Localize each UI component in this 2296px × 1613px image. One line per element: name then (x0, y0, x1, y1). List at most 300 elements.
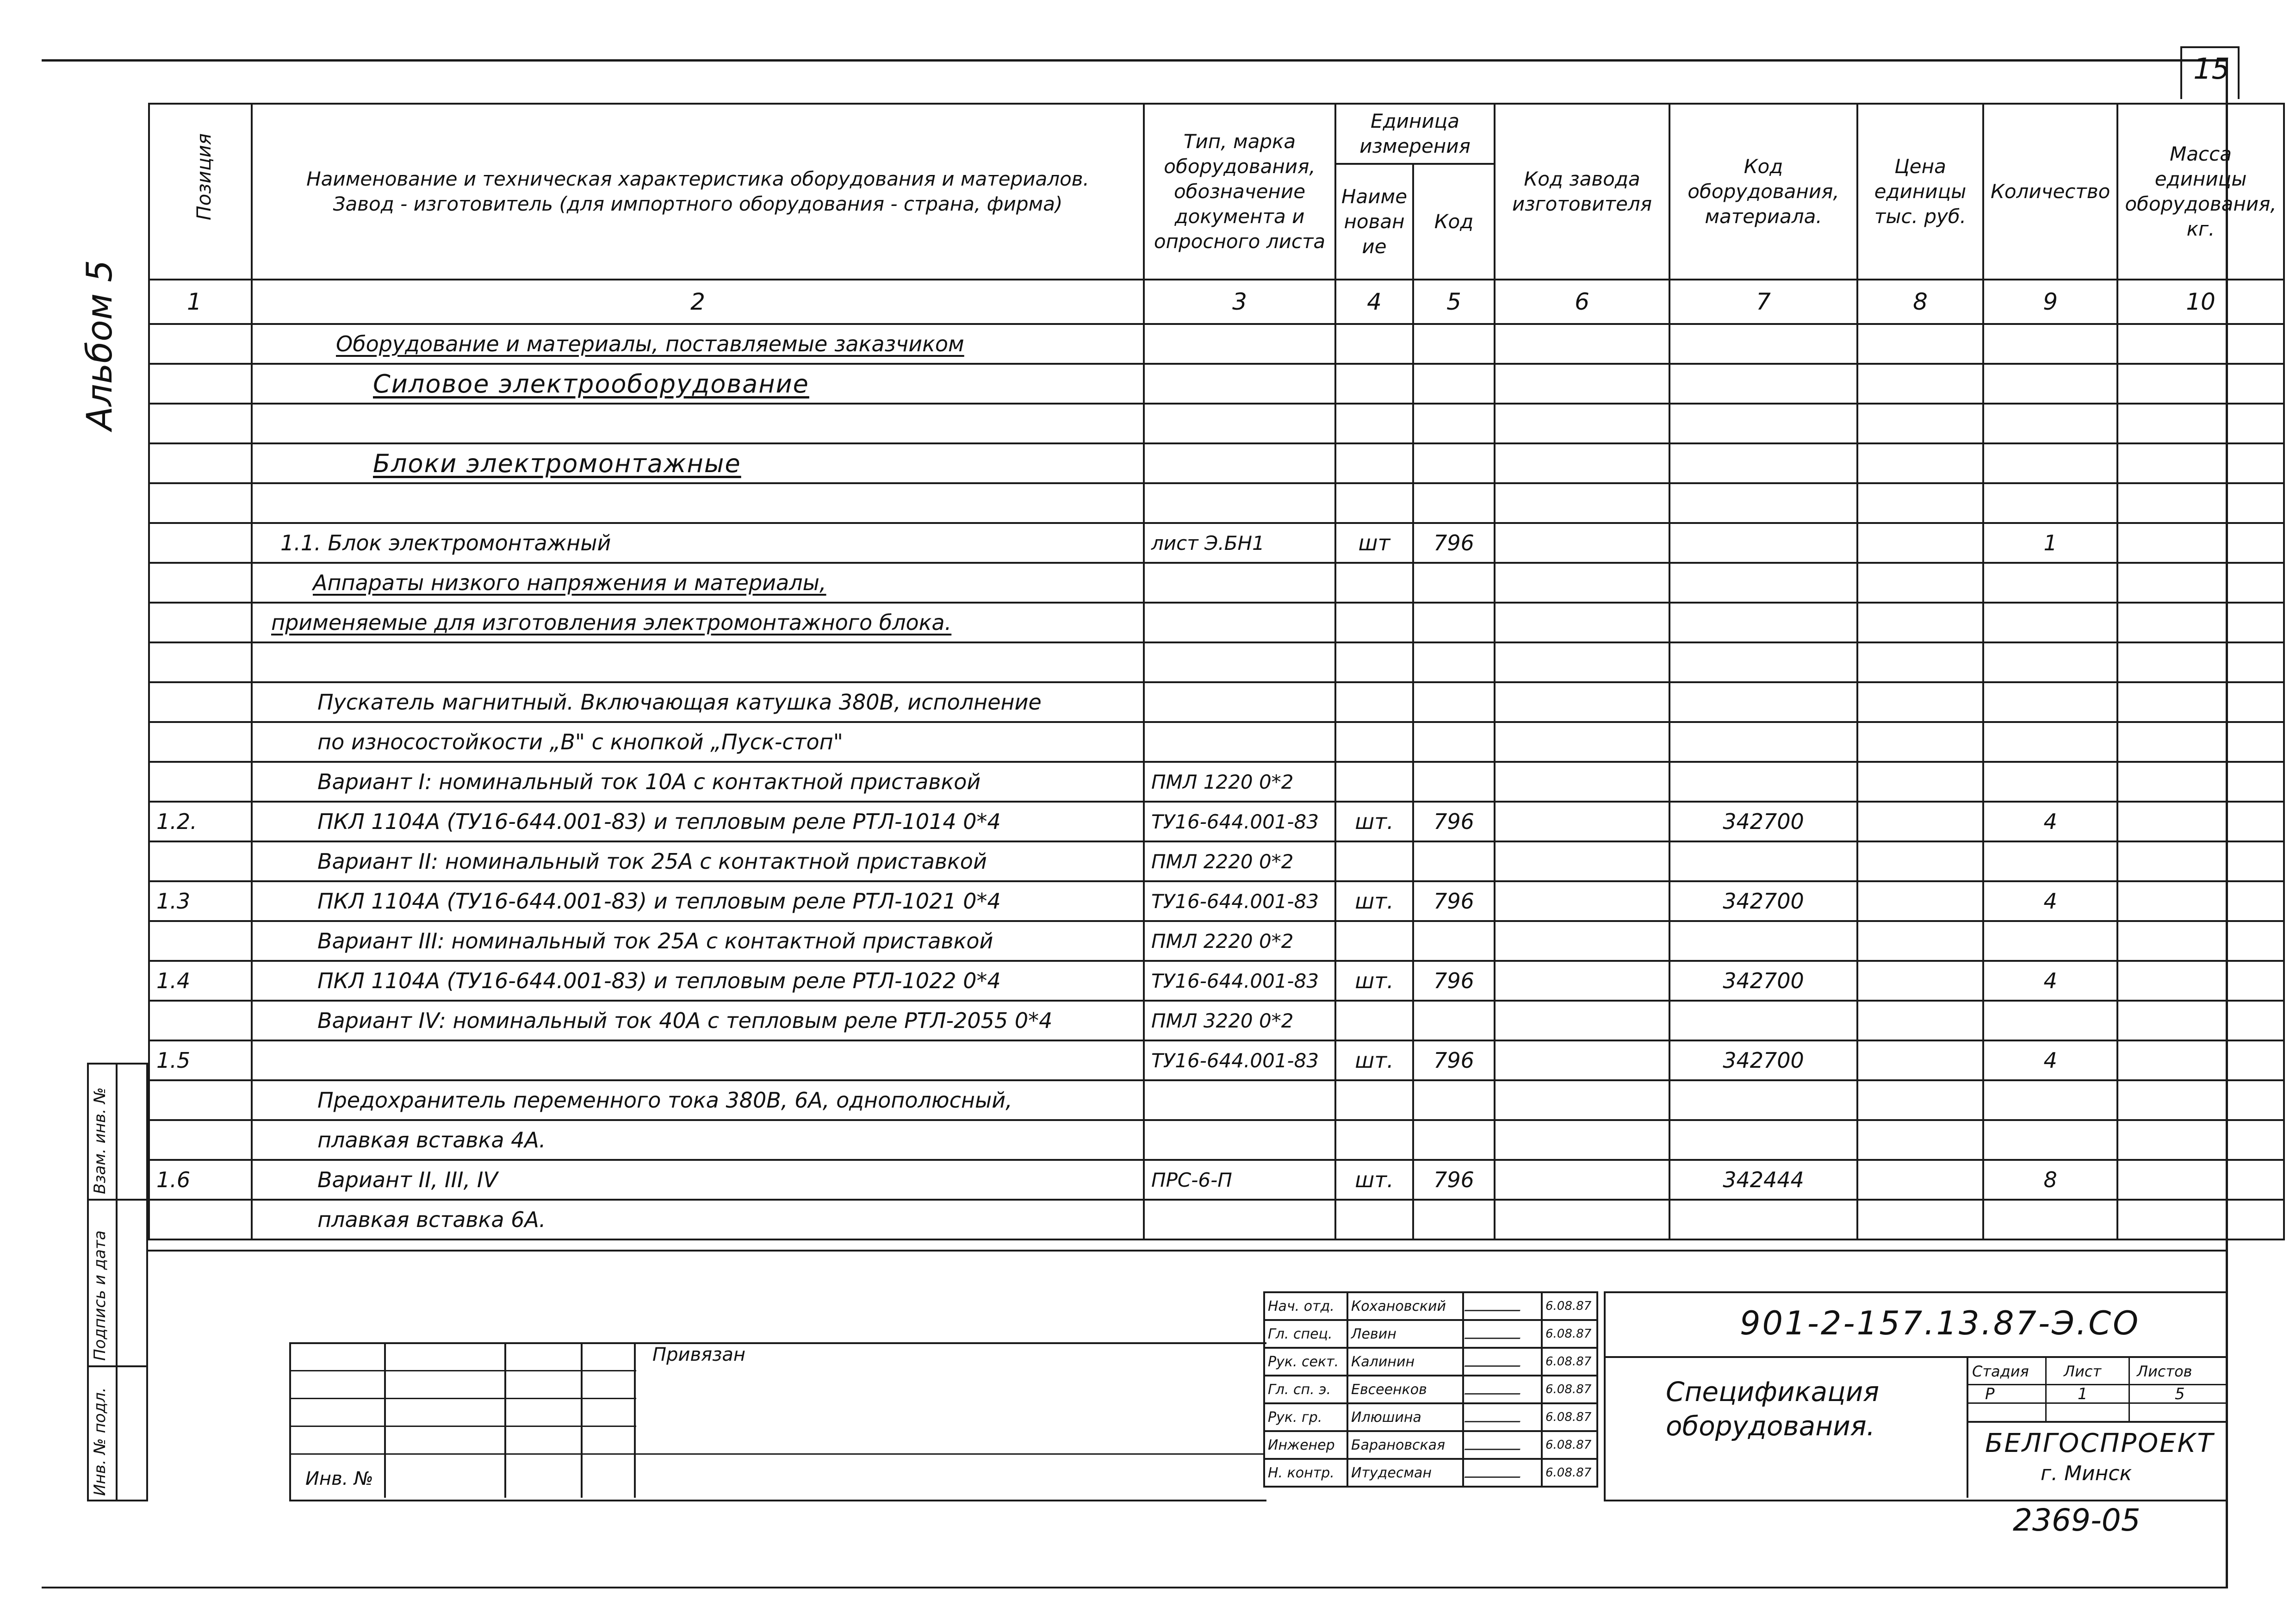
table-row (149, 802, 2284, 841)
spec-body (149, 324, 2284, 1239)
cell-position (149, 682, 252, 722)
signature-role: Инженер (1264, 1431, 1347, 1459)
cell-mass (2117, 1200, 2284, 1239)
cell-unit-code (1413, 483, 1495, 523)
cell-mass (2117, 523, 2284, 563)
signature-role: Рук. сект. (1264, 1348, 1347, 1376)
cell-name (252, 483, 1144, 523)
cell-price (1857, 1160, 1983, 1200)
cell-quantity (1983, 483, 2117, 523)
cell-position (149, 762, 252, 802)
cell-unit (1335, 1120, 1413, 1160)
signature-table (1263, 1291, 1598, 1488)
cell-quantity: 8 (1983, 1160, 2117, 1200)
cell-mass (2117, 483, 2284, 523)
cell-unit-code (1413, 1001, 1495, 1040)
signature-mark (1463, 1292, 1542, 1320)
cell-price (1857, 682, 1983, 722)
table-row (149, 1160, 2284, 1200)
cell-material-code (1669, 722, 1857, 762)
handwritten-signature (1464, 1298, 1525, 1311)
cell-quantity (1983, 682, 2117, 722)
cell-unit-code (1413, 921, 1495, 961)
handwritten-signature (1464, 1326, 1525, 1339)
cell-unit-code (1413, 841, 1495, 881)
cell-mass (2117, 642, 2284, 682)
cell-factory-code (1495, 1001, 1669, 1040)
stage-header: Стадия (1972, 1363, 2029, 1380)
cell-quantity (1983, 921, 2117, 961)
cell-mass (2117, 603, 2284, 642)
cell-type (1144, 404, 1335, 443)
cell-price (1857, 841, 1983, 881)
cell-factory-code (1495, 881, 1669, 921)
cell-unit (1335, 483, 1413, 523)
cell-mass (2117, 762, 2284, 802)
table-row (149, 722, 2284, 762)
cell-quantity (1983, 443, 2117, 483)
signature-name: Калинин (1347, 1348, 1463, 1376)
cell-mass (2117, 1160, 2284, 1200)
table-row (149, 404, 2284, 443)
header-unit-code: Код (1413, 164, 1495, 280)
cell-unit-code (1413, 762, 1495, 802)
cell-price (1857, 762, 1983, 802)
signature-row (1264, 1292, 1597, 1320)
cell-type (1144, 1200, 1335, 1239)
sheet-header: Лист (2064, 1363, 2102, 1380)
cell-factory-code (1495, 921, 1669, 961)
signature-role: Гл. спец. (1264, 1320, 1347, 1348)
cell-material-code (1669, 1120, 1857, 1160)
cell-type (1144, 563, 1335, 603)
cell-factory-code (1495, 802, 1669, 841)
cell-quantity (1983, 841, 2117, 881)
cell-type (1144, 603, 1335, 642)
cell-unit-code (1413, 1120, 1495, 1160)
cell-price (1857, 563, 1983, 603)
cell-mass (2117, 563, 2284, 603)
header-unit-name: Наименование (1335, 164, 1413, 280)
cell-quantity (1983, 642, 2117, 682)
cell-unit (1335, 722, 1413, 762)
cell-price (1857, 523, 1983, 563)
cell-position: 1.5 (149, 1040, 252, 1080)
cell-name: плавкая вставка 4А. (252, 1120, 1144, 1160)
cell-quantity (1983, 404, 2117, 443)
cell-unit (1335, 841, 1413, 881)
table-row (149, 324, 2284, 364)
signature-mark (1463, 1403, 1542, 1431)
cell-factory-code (1495, 1160, 1669, 1200)
cell-mass (2117, 443, 2284, 483)
cell-factory-code (1495, 404, 1669, 443)
cell-name: Вариант III: номинальный ток 25А с контактной приставкой (252, 921, 1144, 961)
cell-unit (1335, 324, 1413, 364)
cell-unit-code (1413, 563, 1495, 603)
table-row (149, 642, 2284, 682)
cell-position (149, 404, 252, 443)
org-name: БЕЛГОСПРОЕКТ (1985, 1428, 2215, 1458)
frame-top (42, 59, 2226, 62)
cell-unit (1335, 563, 1413, 603)
table-row (149, 364, 2284, 404)
signature-row (1264, 1403, 1597, 1431)
cell-name: Вариант IV: номинальный ток 40А с тепловым реле РТЛ-2055 0*4 (252, 1001, 1144, 1040)
org-city: г. Минск (2041, 1462, 2132, 1485)
cell-unit (1335, 762, 1413, 802)
cell-price (1857, 881, 1983, 921)
cell-factory-code (1495, 443, 1669, 483)
signature-date: 6.08.87 (1542, 1348, 1597, 1376)
signature-date: 6.08.87 (1542, 1431, 1597, 1459)
cell-unit (1335, 1200, 1413, 1239)
cell-name: Силовое электрооборудование (252, 364, 1144, 404)
signature-name: Итудесман (1347, 1459, 1463, 1487)
cell-type: ТУ16-644.001-83 (1144, 802, 1335, 841)
cell-quantity (1983, 324, 2117, 364)
cell-type (1144, 1080, 1335, 1120)
cell-unit: шт. (1335, 881, 1413, 921)
col-num: 8 (1857, 280, 1983, 324)
handwritten-signature (1464, 1409, 1525, 1422)
signature-date: 6.08.87 (1542, 1320, 1597, 1348)
cell-unit (1335, 404, 1413, 443)
cell-position: 1.3 (149, 881, 252, 921)
cell-quantity (1983, 603, 2117, 642)
cell-material-code (1669, 603, 1857, 642)
cell-type: ПМЛ 3220 0*2 (1144, 1001, 1335, 1040)
cell-mass (2117, 1001, 2284, 1040)
col-num: 7 (1669, 280, 1857, 324)
cell-unit (1335, 682, 1413, 722)
cell-type: ПМЛ 1220 0*2 (1144, 762, 1335, 802)
cell-quantity (1983, 364, 2117, 404)
table-row (149, 1080, 2284, 1120)
cell-factory-code (1495, 1120, 1669, 1160)
header-quantity: Количество (1983, 104, 2117, 280)
cell-price (1857, 642, 1983, 682)
cell-material-code (1669, 483, 1857, 523)
col-num: 6 (1495, 280, 1669, 324)
cell-price (1857, 1001, 1983, 1040)
cell-quantity: 4 (1983, 961, 2117, 1001)
table-row (149, 523, 2284, 563)
cell-position (149, 642, 252, 682)
signature-row (1264, 1431, 1597, 1459)
cell-name: 1.1. Блок электромонтажный (252, 523, 1144, 563)
cell-position (149, 563, 252, 603)
signature-mark (1463, 1376, 1542, 1403)
cell-price (1857, 722, 1983, 762)
cell-unit-code: 796 (1413, 961, 1495, 1001)
cell-unit-code (1413, 1080, 1495, 1120)
cell-unit-code (1413, 682, 1495, 722)
cell-material-code (1669, 443, 1857, 483)
cell-material-code (1669, 762, 1857, 802)
header-position: Позиция (149, 104, 252, 280)
cell-type: ПМЛ 2220 0*2 (1144, 841, 1335, 881)
cell-material-code (1669, 1200, 1857, 1239)
col-num: 3 (1144, 280, 1335, 324)
cell-quantity (1983, 722, 2117, 762)
cell-quantity (1983, 1120, 2117, 1160)
cell-material-code: 342700 (1669, 961, 1857, 1001)
cell-quantity: 4 (1983, 1040, 2117, 1080)
header-price: Цена единицы тыс. руб. (1857, 104, 1983, 280)
col-num: 4 (1335, 280, 1413, 324)
handwritten-signature (1464, 1381, 1525, 1395)
cell-name (252, 642, 1144, 682)
cell-mass (2117, 1040, 2284, 1080)
cell-type (1144, 324, 1335, 364)
cell-price (1857, 1120, 1983, 1160)
signature-date: 6.08.87 (1542, 1403, 1597, 1431)
cell-mass (2117, 802, 2284, 841)
cell-factory-code (1495, 961, 1669, 1001)
cell-price (1857, 921, 1983, 961)
table-row (149, 881, 2284, 921)
cell-name (252, 404, 1144, 443)
signature-name: Илюшина (1347, 1403, 1463, 1431)
cell-name: Аппараты низкого напряжения и материалы, (252, 563, 1144, 603)
cell-price (1857, 483, 1983, 523)
header-row-1 (149, 104, 2284, 164)
cell-unit-code (1413, 722, 1495, 762)
table-row (149, 1120, 2284, 1160)
cell-quantity (1983, 1080, 2117, 1120)
cell-unit-code: 796 (1413, 1040, 1495, 1080)
sheet-value: 1 (2078, 1385, 2088, 1403)
cell-type (1144, 642, 1335, 682)
cell-quantity (1983, 762, 2117, 802)
cell-price (1857, 603, 1983, 642)
cell-name: Вариант II, III, IV (252, 1160, 1144, 1200)
cell-name: плавкая вставка 6А. (252, 1200, 1144, 1239)
cell-mass (2117, 961, 2284, 1001)
cell-mass (2117, 841, 2284, 881)
cell-mass (2117, 364, 2284, 404)
cell-position (149, 921, 252, 961)
table-row (149, 682, 2284, 722)
cell-mass (2117, 881, 2284, 921)
cell-factory-code (1495, 324, 1669, 364)
cell-unit: шт. (1335, 802, 1413, 841)
cell-unit-code: 796 (1413, 881, 1495, 921)
header-name: Наименование и техническая характеристика оборудования и материалов. Завод - изготовитель (для импортного оборудования - страна, фирма) (252, 104, 1144, 280)
cell-type: лист Э.БН1 (1144, 523, 1335, 563)
cell-position (149, 443, 252, 483)
cell-unit (1335, 1080, 1413, 1120)
cell-factory-code (1495, 722, 1669, 762)
cell-type: ТУ16-644.001-83 (1144, 961, 1335, 1001)
cell-material-code (1669, 324, 1857, 364)
signature-row (1264, 1320, 1597, 1348)
table-row (149, 443, 2284, 483)
cell-unit (1335, 1001, 1413, 1040)
cell-material-code (1669, 523, 1857, 563)
cell-unit: шт. (1335, 1040, 1413, 1080)
cell-unit-code (1413, 1200, 1495, 1239)
cell-material-code (1669, 921, 1857, 961)
table-row (149, 1040, 2284, 1080)
cell-quantity: 4 (1983, 881, 2117, 921)
signature-mark (1463, 1459, 1542, 1487)
cell-material-code (1669, 364, 1857, 404)
cell-unit (1335, 443, 1413, 483)
cell-factory-code (1495, 762, 1669, 802)
cell-material-code: 342700 (1669, 802, 1857, 841)
header-mass: Масса единицы оборудования, кг. (2117, 104, 2284, 280)
cell-price (1857, 1080, 1983, 1120)
signature-role: Рук. гр. (1264, 1403, 1347, 1431)
cell-type: ПРС-6-П (1144, 1160, 1335, 1200)
cell-name: Пускатель магнитный. Включающая катушка 380В, исполнение (252, 682, 1144, 722)
cell-position (149, 523, 252, 563)
side-label-inv: Инв. № подл. (91, 1387, 109, 1496)
cell-unit: шт (1335, 523, 1413, 563)
cell-position (149, 1200, 252, 1239)
column-numbers-row (149, 280, 2284, 324)
cell-factory-code (1495, 603, 1669, 642)
cell-factory-code (1495, 523, 1669, 563)
signature-mark (1463, 1431, 1542, 1459)
cell-type (1144, 682, 1335, 722)
cell-name: ПКЛ 1104А (ТУ16-644.001-83) и тепловым реле РТЛ-1022 0*4 (252, 961, 1144, 1001)
cell-type (1144, 722, 1335, 762)
cell-type: ТУ16-644.001-83 (1144, 1040, 1335, 1080)
cell-type: ТУ16-644.001-83 (1144, 881, 1335, 921)
cell-factory-code (1495, 1080, 1669, 1120)
stage-value: Р (1985, 1385, 1995, 1403)
cell-position (149, 603, 252, 642)
cell-unit-code: 796 (1413, 1160, 1495, 1200)
cell-position (149, 324, 252, 364)
cell-unit-code (1413, 324, 1495, 364)
col-num: 9 (1983, 280, 2117, 324)
cell-unit: шт. (1335, 1160, 1413, 1200)
doc-code: 901-2-157.13.87-Э.СО (1740, 1304, 2141, 1342)
cell-position (149, 841, 252, 881)
cell-factory-code (1495, 483, 1669, 523)
cell-unit-code (1413, 404, 1495, 443)
table-row (149, 762, 2284, 802)
cell-mass (2117, 1080, 2284, 1120)
cell-name: Вариант II: номинальный ток 25А с контактной приставкой (252, 841, 1144, 881)
cell-unit-code (1413, 443, 1495, 483)
cell-unit-code: 796 (1413, 802, 1495, 841)
cell-factory-code (1495, 563, 1669, 603)
cell-unit (1335, 364, 1413, 404)
cell-price (1857, 443, 1983, 483)
cell-quantity: 1 (1983, 523, 2117, 563)
signature-mark (1463, 1320, 1542, 1348)
cell-quantity (1983, 1001, 2117, 1040)
signature-name: Левин (1347, 1320, 1463, 1348)
signature-role: Нач. отд. (1264, 1292, 1347, 1320)
cell-position (149, 1080, 252, 1120)
signature-row (1264, 1348, 1597, 1376)
signature-name: Барановская (1347, 1431, 1463, 1459)
cell-price (1857, 1200, 1983, 1239)
cell-unit (1335, 921, 1413, 961)
cell-price (1857, 404, 1983, 443)
cell-price (1857, 1040, 1983, 1080)
cell-unit (1335, 642, 1413, 682)
cell-mass (2117, 921, 2284, 961)
inv-no-label: Инв. № (305, 1468, 373, 1489)
cell-type (1144, 483, 1335, 523)
spec-table (148, 103, 2285, 1240)
cell-name: по износостойкости „В" с кнопкой „Пуск-стоп" (252, 722, 1144, 762)
signature-row (1264, 1459, 1597, 1487)
handwritten-signature (1464, 1353, 1525, 1367)
sheet-number: 15 (2193, 52, 2230, 86)
cell-type (1144, 364, 1335, 404)
cell-quantity (1983, 1200, 2117, 1239)
table-row (149, 1200, 2284, 1239)
col-num: 10 (2117, 280, 2284, 324)
cell-material-code: 342444 (1669, 1160, 1857, 1200)
cell-unit-code (1413, 642, 1495, 682)
table-row (149, 483, 2284, 523)
cell-material-code (1669, 1001, 1857, 1040)
cell-name: Предохранитель переменного тока 380В, 6А, однополюсный, (252, 1080, 1144, 1120)
cell-type (1144, 443, 1335, 483)
cell-material-code (1669, 841, 1857, 881)
cell-unit: шт. (1335, 961, 1413, 1001)
signature-name: Евсеенков (1347, 1376, 1463, 1403)
cell-name: применяемые для изготовления электромонтажного блока. (252, 603, 1144, 642)
header-unit-group: Единица измерения (1335, 104, 1495, 164)
cell-position (149, 1120, 252, 1160)
cell-price (1857, 364, 1983, 404)
cell-mass (2117, 1120, 2284, 1160)
signature-row (1264, 1376, 1597, 1403)
signature-name: Кохановский (1347, 1292, 1463, 1320)
cell-name: Блоки электромонтажные (252, 443, 1144, 483)
cell-material-code (1669, 682, 1857, 722)
signature-mark (1463, 1348, 1542, 1376)
cell-mass (2117, 722, 2284, 762)
table-row (149, 921, 2284, 961)
header-material-code: Код оборудования, материала. (1669, 104, 1857, 280)
cell-position: 1.2. (149, 802, 252, 841)
table-row (149, 603, 2284, 642)
cell-material-code: 342700 (1669, 881, 1857, 921)
cell-position (149, 722, 252, 762)
cell-factory-code (1495, 841, 1669, 881)
cell-name: Вариант I: номинальный ток 10А с контактной приставкой (252, 762, 1144, 802)
cell-position: 1.6 (149, 1160, 252, 1200)
header-factory-code: Код завода изготовителя (1495, 104, 1669, 280)
cell-quantity: 4 (1983, 802, 2117, 841)
sheets-header: Листов (2137, 1363, 2192, 1380)
cell-name (252, 1040, 1144, 1080)
cell-position: 1.4 (149, 961, 252, 1001)
cell-material-code (1669, 563, 1857, 603)
cell-mass (2117, 404, 2284, 443)
handwritten-signature (1464, 1464, 1525, 1478)
signature-date: 6.08.87 (1542, 1292, 1597, 1320)
table-row (149, 563, 2284, 603)
signature-role: Гл. сп. э. (1264, 1376, 1347, 1403)
cell-factory-code (1495, 682, 1669, 722)
cell-material-code (1669, 642, 1857, 682)
privyazan-label: Привязан (652, 1344, 746, 1365)
doc-title: Спецификация оборудования. (1666, 1376, 1880, 1442)
cell-price (1857, 961, 1983, 1001)
